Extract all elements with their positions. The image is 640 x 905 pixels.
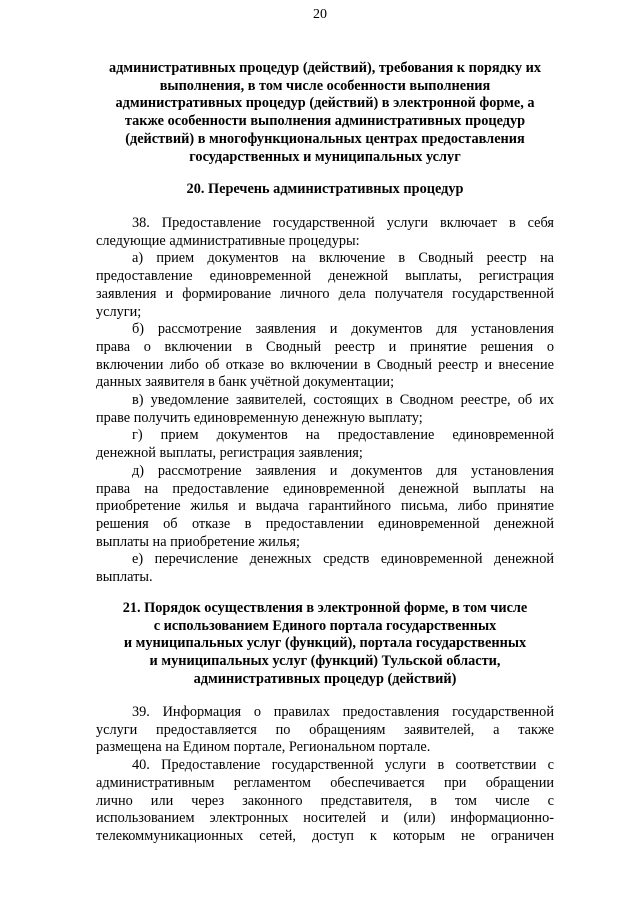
section-20-body <box>96 215 554 587</box>
text-line: заявления и формирование личного дела получателя государственной <box>96 285 554 302</box>
heading-line: также особенности выполнения административных процедур <box>124 113 526 130</box>
heading-line: государственных и муниципальных услуг <box>189 148 461 165</box>
text-line: права на предоставление единовременной денежной выплаты на <box>96 480 554 497</box>
heading-line: административных процедур (действий), требования к порядку их <box>108 60 542 76</box>
text-line: е) перечисление денежных средств единовременной денежной <box>132 551 554 568</box>
text-line: лично или через законного представителя, в том числе с <box>96 792 554 809</box>
heading-line: административных процедур (действий) <box>193 670 457 687</box>
paragraph-item-d <box>96 463 554 552</box>
text-line: решения об отказе в предоставлении единовременной денежной <box>96 515 554 532</box>
text-line: г) прием документов на предоставление единовременной <box>132 427 554 444</box>
heading-line: и муниципальных услуг (функций), портала государственных <box>123 635 527 652</box>
section-21-body <box>96 704 554 846</box>
text-line: а) прием документов на включение в Сводный реестр на <box>132 250 554 267</box>
text-line: включении либо об отказе во включении в Сводный реестр и внесение <box>96 356 554 373</box>
text-line: приобретение жилья и выдача гарантийного письма, либо принятие <box>96 498 554 515</box>
text-line: данных заявителя в банк учётной документации; <box>96 374 395 391</box>
text-line: использованием электронных носителей и (или) информационно- <box>96 810 554 827</box>
heading-20: 20. Перечень административных процедур <box>186 181 464 197</box>
text-line: д) рассмотрение заявления и документов для установления <box>132 462 554 479</box>
text-line: праве получить единовременную денежную выплату; <box>96 409 423 426</box>
text-line: следующие административные процедуры: <box>96 232 360 249</box>
paragraph-item-g <box>96 427 554 462</box>
heading-21 <box>96 600 554 689</box>
text-line: выплаты на приобретение жилья; <box>96 533 301 550</box>
heading-line: с использованием Единого портала государственных <box>153 617 497 634</box>
text-line: телекоммуникационных сетей, доступ к которым не ограничен <box>96 827 554 844</box>
text-line: предоставление единовременной денежной выплаты, регистрация <box>96 268 554 285</box>
paragraph-item-a <box>96 250 554 321</box>
text-line: услуги; <box>96 303 142 320</box>
paragraph-39 <box>96 704 554 757</box>
text-line: размещена на Едином портале, Региональном портале. <box>96 739 431 756</box>
paragraph-38 <box>96 215 554 250</box>
heading-line: выполнения, в том числе особенности выполнения <box>159 77 491 94</box>
section-heading <box>96 60 554 166</box>
paragraph-item-v <box>96 392 554 427</box>
heading-line: административных процедур (действий) в электронной форме, а <box>115 95 535 112</box>
text-line: денежной выплаты, регистрация заявления; <box>96 445 363 462</box>
text-line: 39. Информация о правилах предоставления государственной <box>132 704 554 720</box>
paragraph-40 <box>96 757 554 846</box>
text-line: 38. Предоставление государственной услуги включает в себя <box>132 215 554 231</box>
text-line: выплаты. <box>96 569 153 586</box>
heading-line: (действий) в многофункциональных центрах предоставления <box>125 130 525 147</box>
text-line: 40. Предоставление государственной услуги в соответствии с <box>132 757 554 774</box>
text-line: б) рассмотрение заявления и документов для установления <box>132 321 554 338</box>
text-line: услуги предоставляется по обращениям заявителей, а также <box>96 721 554 738</box>
paragraph-item-e <box>96 551 554 586</box>
paragraph-item-b <box>96 321 554 392</box>
heading-line: 21. Порядок осуществления в электронной форме, в том числе <box>122 600 528 616</box>
text-line: административным регламентом обеспечивается при обращении <box>96 774 554 791</box>
page-number: 20 <box>313 7 327 22</box>
text-line: в) уведомление заявителей, состоящих в Сводном реестре, об их <box>132 392 554 409</box>
heading-line: и муниципальных услуг (функций) Тульской области, <box>149 653 501 670</box>
text-line: права о включении в Сводный реестр и принятие решения о <box>96 338 554 355</box>
